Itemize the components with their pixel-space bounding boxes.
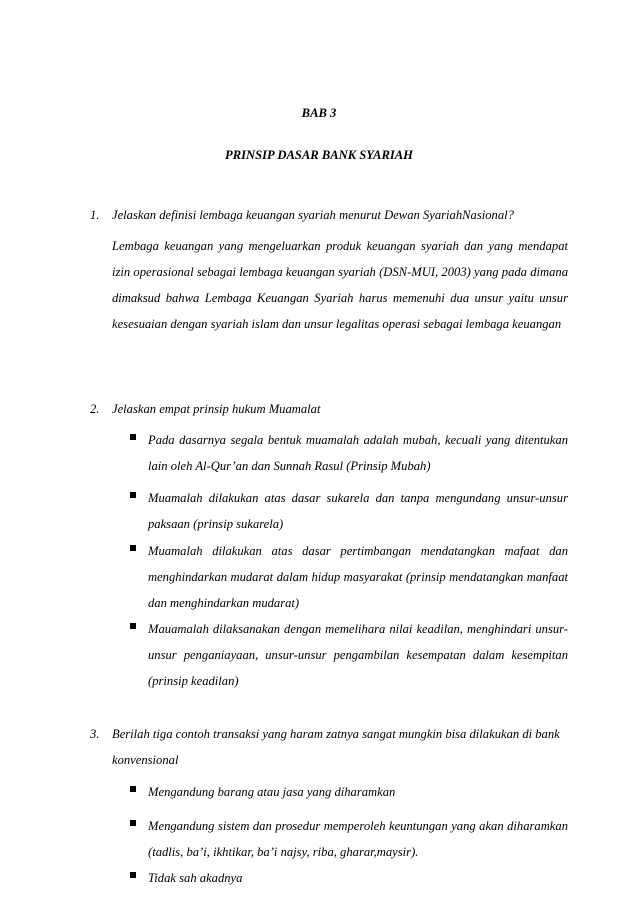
question-text: Jelaskan definisi lembaga keuangan syariah menurut Dewan SyariahNasional? [112,208,514,222]
square-bullet-icon [130,623,136,629]
square-bullet-icon [130,820,136,826]
question-number: 1. [90,208,100,222]
question-number: 2. [90,402,100,416]
chapter-label: BAB 3 [301,106,337,120]
square-bullet-icon [130,872,136,878]
question-number: 3. [90,727,100,741]
bullet-text: Muamalah dilakukan atas dasar pertimbangan mendatangkan mafaat dan menghindarkan mudarat dalam hidup masyarakat (prinsip mendatangkan manfaat dan menghindarkan mudarat) [148,544,568,610]
square-bullet-icon [130,545,136,551]
bullet-text: Pada dasarnya segala bentuk muamalah adalah mubah, kecuali yang ditentukan lain oleh Al-Qur’an dan Sunnah Rasul (Prinsip Mubah) [148,433,568,473]
bullet-text: Tidak sah akadnya [148,871,243,885]
bullet-text: Mengandung sistem dan prosedur memperoleh keuntungan yang akan diharamkan (tadlis, ba’i, ikhtikar, ba’i najsy, riba, gharar,maysir). [148,819,568,859]
answer-1: Lembaga keuangan yang mengeluarkan produk keuangan syariah dan yang mendapat izin operasional sebagai lembaga keuangan syariah (DSN-MUI, 2003) yang pada dimana dimaksud bahwa Lembaga Keuangan Syariah harus memenuhi dua unsur yaitu unsur kesesuaian dengan syariah islam dan unsur legalitas operasi sebagai lembaga keuangan [112,239,568,331]
bullet-text: Mengandung barang atau jasa yang diharamkan [148,785,396,799]
page-title: PRINSIP DASAR BANK SYARIAH [225,148,413,162]
question-text: Jelaskan empat prinsip hukum Muamalat [112,402,321,416]
square-bullet-icon [130,786,136,792]
bullet-text: Muamalah dilakukan atas dasar sukarela dan tanpa mengundang unsur-unsur paksaan (prinsip sukarela) [148,491,568,531]
square-bullet-icon [130,492,136,498]
question-text: Berilah tiga contoh transaksi yang haram zatnya sangat mungkin bisa dilakukan di bank konvensional [112,727,560,767]
bullet-text: Mauamalah dilaksanakan dengan memelihara nilai keadilan, menghindari unsur-unsur penganiayaan, unsur-unsur pengambilan kesempatan dalam kesempitan (prinsip keadilan) [148,622,568,688]
square-bullet-icon [130,434,136,440]
